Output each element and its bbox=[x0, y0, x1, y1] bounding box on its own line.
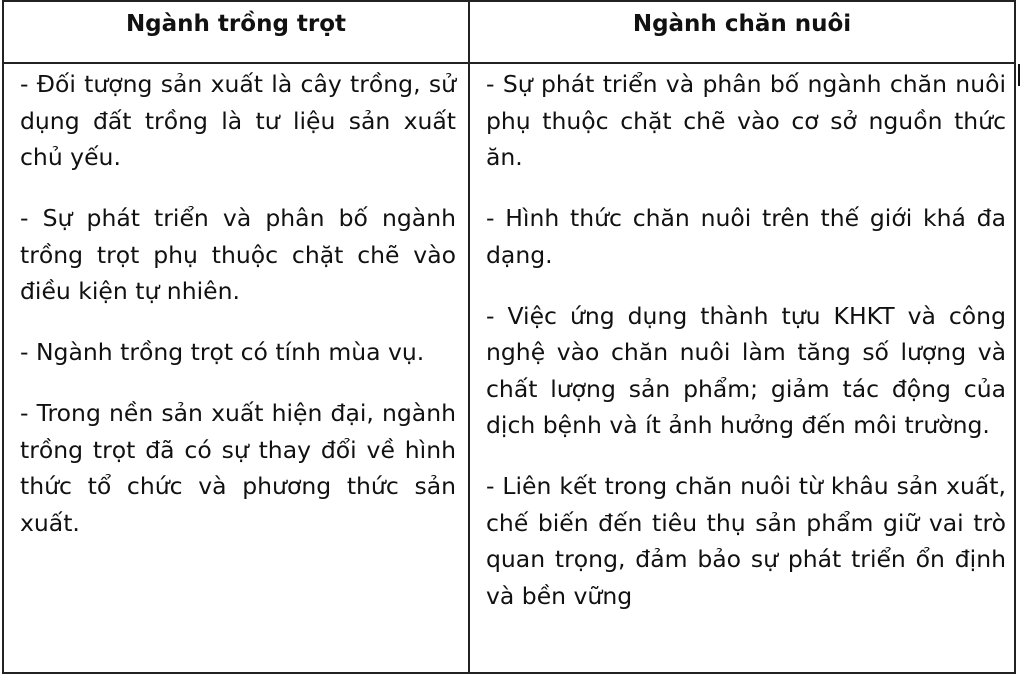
livestock-item: - Hình thức chăn nuôi trên thế giới khá đa dạng. bbox=[486, 204, 1006, 269]
livestock-column bbox=[486, 66, 1006, 639]
livestock-item: - Liên kết trong chăn nuôi từ khâu sản xuất, chế biến đến tiêu thụ sản phẩm giữ vai trò quan trọng, đảm bảo sự phát triển ổn định và bền vững bbox=[486, 472, 1006, 610]
cultivation-column bbox=[20, 66, 456, 566]
cultivation-item: - Ngành trồng trọt có tính mùa vụ. bbox=[20, 338, 425, 366]
header-livestock: Ngành chăn nuôi bbox=[632, 11, 852, 37]
cultivation-item: - Trong nền sản xuất hiện đại, ngành trồng trọt đã có sự thay đổi về hình thức tổ chức và phương thức sản xuất. bbox=[20, 399, 456, 537]
cultivation-item: - Đối tượng sản xuất là cây trồng, sử dụng đất trồng là tư liệu sản xuất chủ yếu. bbox=[20, 70, 456, 171]
text-cursor bbox=[1018, 64, 1020, 86]
livestock-item: - Việc ứng dụng thành tựu KHKT và công nghệ vào chăn nuôi làm tăng số lượng và chất lượng sản phẩm; giảm tác động của dịch bệnh và ít ảnh hưởng đến môi trường. bbox=[486, 301, 1006, 439]
comparison-table bbox=[2, 0, 1016, 674]
header-cultivation: Ngành trồng trọt bbox=[125, 11, 347, 37]
column-divider bbox=[468, 2, 470, 672]
cultivation-item: - Sự phát triển và phân bố ngành trồng trọt phụ thuộc chặt chẽ vào điều kiện tự nhiên. bbox=[20, 204, 456, 305]
header-divider bbox=[4, 62, 1014, 64]
livestock-item: - Sự phát triển và phân bố ngành chăn nuôi phụ thuộc chặt chẽ vào cơ sở nguồn thức ăn. bbox=[486, 70, 1006, 171]
